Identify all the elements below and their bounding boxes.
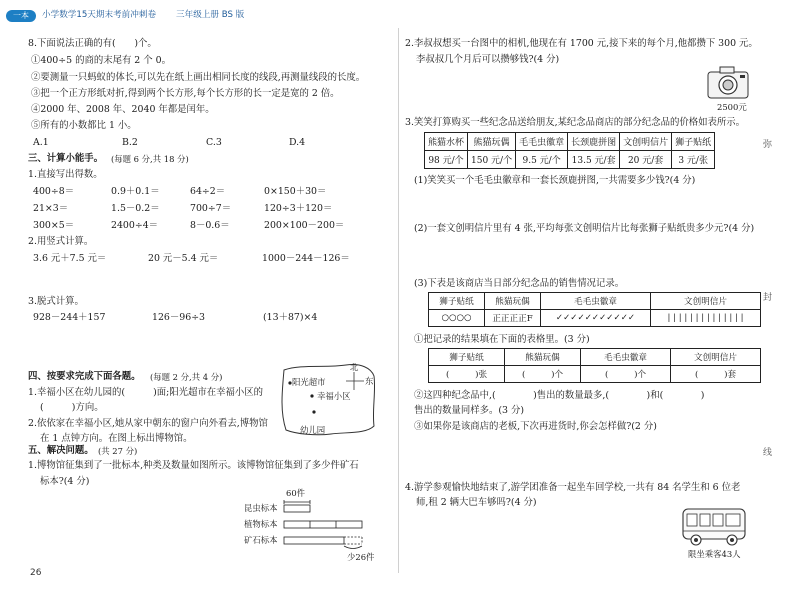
fill-header-cell: 熊猫玩偶 xyxy=(505,349,581,366)
price-value-cell: 3 元/张 xyxy=(672,151,715,169)
mineral-bar xyxy=(284,537,344,544)
direct-calc: 200×100－200＝ xyxy=(264,220,345,231)
price-table xyxy=(424,132,715,169)
sec3-q1-title: 1.直接写出得数。 xyxy=(28,169,103,180)
fill-answer-cell[interactable]: ( )个 xyxy=(505,366,581,383)
diagram-less-label: 少26件 xyxy=(347,552,375,562)
price-header-cell: 文创明信片 xyxy=(620,133,672,151)
vertical-calc: 1000－244－126＝ xyxy=(262,253,350,264)
price-value-cell: 13.5 元/套 xyxy=(568,151,620,169)
fill-header-cell: 狮子贴纸 xyxy=(429,349,505,366)
sec4-q1-line2: ( )方向。 xyxy=(40,402,104,413)
fill-header-cell: 毛毛虫徽章 xyxy=(581,349,671,366)
stepwise-calc: 126－96÷3 xyxy=(152,312,206,323)
price-header-cell: 狮子贴纸 xyxy=(672,133,715,151)
stepwise-calc: (13＋87)×4 xyxy=(263,312,318,323)
fill-header-cell: 文创明信片 xyxy=(671,349,761,366)
rq4-line2: 师,租 2 辆大巴车够吗?(4 分) xyxy=(416,497,537,508)
sec5-q1-line1: 1.博物馆征集到了一批标本,种类及数量如图所示。该博物馆征集到了多少件矿石 xyxy=(28,460,359,471)
q8-statement-2: ②要测量一只蚂蚁的体长,可以先在纸上画出相同长度的线段,再测量线段的长度。 xyxy=(31,72,366,83)
book-title: 小学数学15天期末考前冲刺卷 xyxy=(42,10,157,20)
rq2-line1: 2.李叔叔想买一台图中的相机,他现在有 1700 元,接下来的每个月,他都攒下 300 元。 xyxy=(405,38,758,49)
section-5-points: (共 27 分) xyxy=(98,446,138,456)
price-table-header-row xyxy=(425,133,715,151)
q8-stem: 8.下面说法正确的有( )个。 xyxy=(28,38,157,49)
record-marks-row xyxy=(429,310,761,327)
fill-answer-cell[interactable]: ( )套 xyxy=(671,366,761,383)
q8-option-b: B.2 xyxy=(122,137,138,148)
map-east-label: 东 xyxy=(365,376,374,386)
bus-icon xyxy=(681,505,749,547)
price-value-cell: 98 元/个 xyxy=(425,151,468,169)
price-header-cell: 熊猫玩偶 xyxy=(468,133,516,151)
camera-price: 2500元 xyxy=(717,102,747,112)
rq3-sub3: (3)下表是该商店当日部分纪念品的销售情况记录。 xyxy=(414,278,625,289)
q8-option-a: A.1 xyxy=(33,137,49,148)
diagram-top-label: 60件 xyxy=(286,488,306,498)
fill-answer-row xyxy=(429,366,761,383)
binding-char: 弥 xyxy=(762,140,772,150)
sec5-q1-line2: 标本?(4 分) xyxy=(40,476,90,487)
section-4-points: (每题 2 分,共 4 分) xyxy=(150,372,223,382)
price-value-cell: 150 元/个 xyxy=(468,151,516,169)
vertical-calc: 20 元－5.4 元＝ xyxy=(148,253,219,264)
price-header-cell: 毛毛虫徽章 xyxy=(516,133,568,151)
record-header-cell: 文创明信片 xyxy=(651,293,761,310)
direct-calc: 21×3＝ xyxy=(33,203,69,214)
sec4-q2-line2: 在 1 点钟方向。在图上标出博物馆。 xyxy=(40,433,193,444)
q8-option-d: D.4 xyxy=(289,137,306,148)
column-divider xyxy=(398,28,399,573)
specimen-bar-diagram xyxy=(280,496,380,556)
direct-calc: 120÷3＋120＝ xyxy=(264,203,333,214)
price-header-cell: 长颈鹿拼图 xyxy=(568,133,620,151)
fill-answer-cell[interactable]: ( )个 xyxy=(581,366,671,383)
q8-statement-3: ③把一个正方形纸对折,得到两个长方形,每个长方形的长一定是宽的 2 倍。 xyxy=(31,88,340,99)
insect-bar xyxy=(284,505,310,512)
direct-calc: 8－0.6＝ xyxy=(190,220,230,231)
page-number: 26 xyxy=(30,568,42,578)
stepwise-calc: 928－244＋157 xyxy=(33,312,106,323)
section-3-points: (每题 6 分,共 18 分) xyxy=(111,154,189,164)
record-mark-cell: ✓✓✓✓✓✓✓✓✓✓✓ xyxy=(541,310,651,327)
price-header-cell: 熊猫水杯 xyxy=(425,133,468,151)
less-brace xyxy=(344,546,362,549)
fill-answer-cell[interactable]: ( )张 xyxy=(429,366,505,383)
record-mark-cell: | | | | | | | | | | | | | | xyxy=(651,310,761,327)
record-header-row xyxy=(429,293,761,310)
price-value-cell: 9.5 元/个 xyxy=(516,151,568,169)
section-3-title: 三、计算小能手。 xyxy=(28,153,104,164)
rq3-line1: 3.笑笑打算购买一些纪念品送给朋友,某纪念品商店的部分纪念品的价格如表所示。 xyxy=(405,117,746,128)
sec4-q2-line1: 2.依依家在幸福小区,她从家中朝东的窗户向外看去,博物馆 xyxy=(28,418,268,429)
sales-record-table xyxy=(428,292,761,327)
price-value-cell: 20 元/套 xyxy=(620,151,672,169)
insect-label: 昆虫标本 xyxy=(244,503,278,513)
kindergarten-dot xyxy=(312,410,315,413)
direct-calc: 700÷7＝ xyxy=(190,203,232,214)
bus-capacity: 限坐乘客43人 xyxy=(688,549,741,559)
section-5-title: 五、解决问题。 xyxy=(28,445,94,456)
map-north-label: 北 xyxy=(350,362,359,372)
direct-calc: 64÷2＝ xyxy=(190,186,226,197)
vertical-calc: 3.6 元＋7.5 元＝ xyxy=(33,253,107,264)
brand-logo: 一本 xyxy=(6,10,36,22)
record-mark-cell: 正正正正F xyxy=(485,310,541,327)
camera-icon xyxy=(706,64,750,100)
section-4-title: 四、按要求完成下面各题。 xyxy=(28,371,141,382)
rq3-fill-prompt: ①把记录的结果填在下面的表格里。(3 分) xyxy=(414,334,590,345)
sec3-q2-title: 2.用竖式计算。 xyxy=(28,236,94,247)
direct-calc: 0.9＋0.1＝ xyxy=(111,186,160,197)
map-community-label: 幸福小区 xyxy=(317,391,351,401)
rq2-line2: 李叔叔几个月后可以攒够钱?(4 分) xyxy=(416,54,560,65)
q8-option-c: C.3 xyxy=(206,137,222,148)
sec4-q1-line1: 1.幸福小区在幼儿园的( )面;阳光超市在幸福小区的 xyxy=(28,387,264,398)
sec3-q3-title: 3.脱式计算。 xyxy=(28,296,84,307)
community-dot xyxy=(310,394,313,397)
record-header-cell: 狮子贴纸 xyxy=(429,293,485,310)
price-table-value-row xyxy=(425,151,715,169)
record-header-cell: 毛毛虫徽章 xyxy=(541,293,651,310)
rq3-q3: ③如果你是该商店的老板,下次再进货时,你会怎样做?(2 分) xyxy=(414,421,657,432)
record-header-cell: 熊猫玩偶 xyxy=(485,293,541,310)
direct-calc: 1.5－0.2＝ xyxy=(111,203,160,214)
map-supermarket-label: 阳光超市 xyxy=(292,377,326,387)
direct-calc: 400÷8＝ xyxy=(33,186,75,197)
fill-in-table xyxy=(428,348,761,383)
binding-char: 线 xyxy=(762,448,772,458)
plant-label: 植物标本 xyxy=(244,519,278,529)
mineral-label: 矿石标本 xyxy=(244,535,278,545)
rq3-sub1: (1)笑笑买一个毛毛虫徽章和一套长颈鹿拼图,一共需要多少钱?(4 分) xyxy=(414,175,696,186)
rq3-sub2: (2)一套文创明信片里有 4 张,平均每张文创明信片比每张狮子贴纸贵多少元?(4 分) xyxy=(414,223,755,234)
rq4-line1: 4.游学参观愉快地结束了,游学团准备一起坐车回学校,一共有 84 名学生和 6 位老 xyxy=(405,482,741,493)
q8-statement-5: ⑤所有的小数都比 1 小。 xyxy=(31,120,137,131)
direct-calc: 300×5＝ xyxy=(33,220,75,231)
record-mark-cell: ○○○○ xyxy=(429,310,485,327)
book-subtitle: 三年级上册 BS 版 xyxy=(176,10,245,20)
q8-statement-4: ④2000 年、2008 年、2040 年都是闰年。 xyxy=(31,104,215,115)
q8-statement-1: ①400÷5 的商的末尾有 2 个 0。 xyxy=(31,55,171,66)
map-kindergarten-label: 幼儿园 xyxy=(300,425,326,435)
fill-header-row xyxy=(429,349,761,366)
direct-calc: 0×150＋30＝ xyxy=(264,186,327,197)
rq3-q2-line1: ②这四种纪念品中,( )售出的数量最多,( )和( ) xyxy=(414,390,705,401)
rq3-q2-line2: 售出的数量同样多。(3 分) xyxy=(414,405,525,416)
binding-char: 封 xyxy=(762,293,772,303)
plant-bar xyxy=(284,521,362,528)
direct-calc: 2400÷4＝ xyxy=(111,220,159,231)
